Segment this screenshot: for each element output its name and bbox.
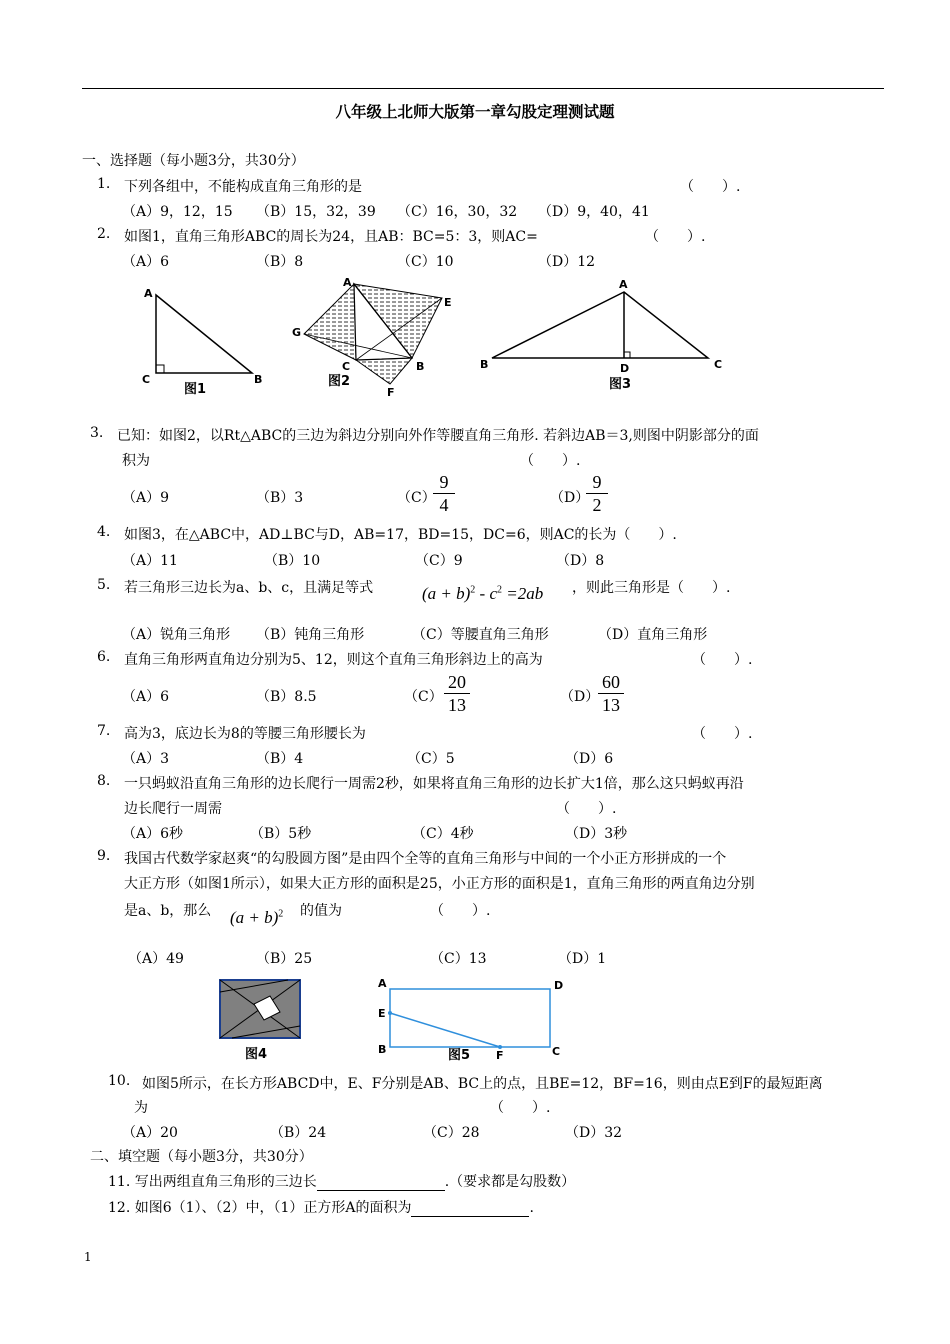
segment-ef	[390, 1013, 500, 1047]
label-c: C	[552, 1045, 561, 1058]
option-c: （C）16，30，32	[397, 204, 518, 220]
option-b: （B）8	[256, 254, 304, 270]
fraction-d: 60 13	[598, 672, 624, 715]
option-a: （A）9，12，15	[122, 204, 233, 220]
option-a: （A）20	[122, 1125, 178, 1141]
question-text: 下列各组中，不能构成直角三角形的是	[124, 179, 362, 195]
option-c: （C）	[404, 689, 443, 705]
question-number: 8.	[97, 773, 111, 789]
answer-paren: （ ）.	[680, 179, 741, 195]
point-e	[388, 1011, 392, 1015]
option-d: （D）	[560, 689, 600, 705]
figure-1	[140, 285, 270, 395]
question-text-line-3: 是a、b，那么	[124, 903, 212, 919]
question-text-after: 的值为	[300, 903, 342, 919]
option-c: （C）10	[397, 254, 454, 270]
option-d: （D）6	[565, 751, 614, 767]
option-b: （B）10	[264, 553, 321, 569]
question-text: 直角三角形两直角边分别为5、12，则这个直角三角形斜边上的高为	[124, 652, 543, 668]
label-c: C	[342, 360, 351, 373]
label-a: A	[619, 278, 628, 291]
answer-paren: （ ）.	[556, 801, 617, 817]
caption: 图3	[609, 377, 632, 392]
label-b: B	[254, 373, 263, 386]
label-b: B	[480, 358, 489, 371]
option-b: （B）8.5	[256, 689, 317, 705]
question-text: 若三角形三边长为a、b、c，且满足等式	[124, 580, 374, 596]
option-d: （D）8	[556, 553, 605, 569]
figure-5	[374, 975, 574, 1065]
question-text-after: .	[529, 1200, 534, 1216]
answer-paren: （ ）.	[692, 652, 753, 668]
question-text: 一只蚂蚁沿直角三角形的边长爬行一周需2秒，如果将直角三角形的边长扩大1倍，那么这只蚂蚁再沿	[124, 776, 744, 792]
answer-blank[interactable]	[317, 1174, 445, 1191]
page-title: 八年级上北师大版第一章勾股定理测试题	[335, 102, 615, 121]
option-b: （B）钝角三角形	[256, 627, 365, 643]
question-text: 已知：如图2，以Rt△ABC的三边为斜边分别向外作等腰直角三角形. 若斜边AB＝3,则图中阴影部分的面	[117, 428, 759, 444]
answer-paren: （ ）.	[490, 1100, 551, 1116]
question-number: 5.	[97, 577, 111, 593]
option-a: （A）11	[122, 553, 178, 569]
question-12	[108, 1197, 534, 1217]
right-angle-mark	[624, 352, 630, 358]
question-text: 如图1，直角三角形ABC的周长为24，且AB：BC=5：3，则AC=	[124, 229, 538, 245]
question-text-after: .（要求都是勾股数）	[444, 1174, 576, 1190]
answer-paren: （ ）.	[645, 229, 706, 245]
formula: $(a + b)^2 - c^2 =2ab$	[422, 584, 544, 603]
caption: 图4	[245, 1047, 268, 1062]
option-b: （B）4	[256, 751, 304, 767]
label-f: F	[496, 1049, 504, 1062]
option-c: （C）13	[430, 951, 487, 967]
label-d: D	[554, 979, 564, 992]
label-d: D	[620, 362, 630, 375]
label-e: E	[444, 296, 452, 309]
option-a: （A）6秒	[122, 826, 184, 842]
section-2-heading: 二、填空题（每小题3分，共30分）	[90, 1149, 313, 1165]
question-text-line-2: 积为	[122, 453, 150, 469]
label-b: B	[378, 1043, 387, 1056]
question-text-line-2: 边长爬行一周需	[124, 801, 222, 817]
figure-2	[290, 272, 470, 400]
question-text: 写出两组直角三角形的三边长	[134, 1174, 317, 1190]
triangle-abc	[156, 295, 252, 373]
question-number: 1.	[97, 176, 111, 192]
option-c: （C）28	[423, 1125, 480, 1141]
question-number: 11.	[108, 1174, 131, 1190]
option-a: （A）49	[128, 951, 184, 967]
question-text: 如图6（1）、（2）中，（1）正方形A的面积为	[134, 1200, 412, 1216]
option-c: （C）	[397, 490, 436, 506]
option-c: （C）等腰直角三角形	[412, 627, 549, 643]
answer-blank[interactable]	[411, 1200, 529, 1217]
caption: 图5	[448, 1048, 471, 1063]
option-a: （A）6	[122, 689, 170, 705]
question-number: 6.	[97, 649, 111, 665]
label-b: B	[416, 360, 425, 373]
label-e: E	[378, 1007, 386, 1020]
answer-paren: （ ）.	[692, 726, 753, 742]
question-number: 2.	[97, 226, 111, 242]
fraction-d: 9 2	[586, 472, 608, 515]
figure-4	[218, 978, 302, 1064]
answer-paren: （ ）.	[430, 903, 491, 919]
label-a: A	[144, 287, 153, 300]
fraction-c: 20 13	[444, 672, 470, 715]
question-text-line-2: 为	[134, 1100, 148, 1116]
option-b: （B）3	[256, 490, 304, 506]
question-text: 高为3，底边长为8的等腰三角形腰长为	[124, 726, 366, 742]
label-g: G	[292, 326, 302, 339]
question-text-line-2: 大正方形（如图1所示），如果大正方形的面积是25，小正方形的面积是1，直角三角形的两直角边分别	[124, 876, 755, 892]
question-11	[108, 1171, 575, 1191]
option-b: （B）15，32，39	[256, 204, 376, 220]
option-b: （B）5秒	[250, 826, 312, 842]
section-1-heading: 一、选择题（每小题3分，共30分）	[82, 153, 305, 169]
page-number: 1	[84, 1250, 92, 1264]
option-b: （B）24	[270, 1125, 327, 1141]
caption: 图2	[328, 374, 351, 389]
label-c: C	[714, 358, 723, 371]
option-a: （A）6	[122, 254, 170, 270]
option-d: （D）1	[558, 951, 607, 967]
triangle-cfb	[356, 358, 412, 384]
option-d: （D）	[550, 490, 590, 506]
question-number: 9.	[97, 848, 111, 864]
label-c: C	[142, 373, 151, 386]
question-text: 我国古代数学家赵爽“的勾股圆方图”是由四个全等的直角三角形与中间的一个小正方形拼成的一个	[124, 851, 727, 867]
label-a: A	[378, 977, 387, 990]
option-c: （C）5	[407, 751, 455, 767]
triangle-agc	[304, 284, 356, 360]
option-c: （C）9	[415, 553, 463, 569]
option-d: （D）3秒	[565, 826, 628, 842]
fraction-c: 9 4	[433, 472, 455, 515]
option-d: （D）12	[538, 254, 596, 270]
option-a: （A）9	[122, 490, 170, 506]
question-number: 7.	[97, 723, 111, 739]
option-d: （D）32	[565, 1125, 623, 1141]
question-number: 10.	[108, 1073, 131, 1089]
option-d: （D）9，40，41	[538, 204, 650, 220]
question-text-after: ，则此三角形是（ ）.	[572, 580, 731, 596]
option-b: （B）25	[256, 951, 313, 967]
label-f: F	[387, 386, 395, 399]
label-a: A	[343, 276, 352, 289]
figure-3	[478, 276, 738, 394]
option-a: （A）锐角三角形	[122, 627, 231, 643]
right-angle-mark	[156, 365, 164, 373]
formula: $(a + b)^2$	[230, 908, 284, 927]
option-a: （A）3	[122, 751, 170, 767]
caption: 图1	[184, 382, 207, 397]
question-text: 如图3，在△ABC中，AD⊥BC与D，AB=17，BD=15，DC=6，则AC的长为（ ）.	[124, 527, 677, 543]
top-rule	[82, 88, 884, 89]
answer-paren: （ ）.	[520, 453, 581, 469]
question-number: 12.	[108, 1200, 131, 1216]
question-number: 3.	[90, 425, 104, 441]
option-c: （C）4秒	[412, 826, 474, 842]
question-text: 如图5所示，在长方形ABCD中，E、F分别是AB、BC上的点，且BE=12，BF=16，则由点E到F的最短距离	[142, 1076, 823, 1092]
option-d: （D）直角三角形	[598, 627, 708, 643]
triangle-abc	[492, 292, 708, 358]
question-number: 4.	[97, 524, 111, 540]
